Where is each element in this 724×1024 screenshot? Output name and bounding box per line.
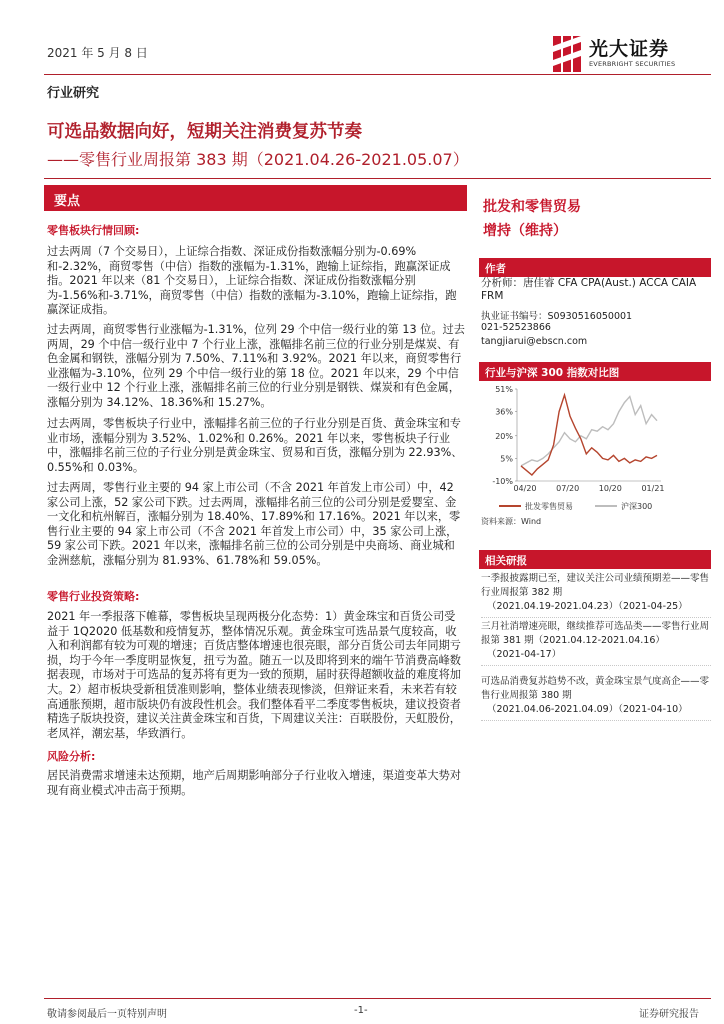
analyst-license: 执业证书编号：S0930516050001 xyxy=(481,311,633,322)
legend-label: 沪深300 xyxy=(621,502,653,511)
company-name: 光大证券 xyxy=(589,38,670,60)
company-logo xyxy=(551,34,711,74)
report-date: 2021 年 5 月 8 日 xyxy=(47,46,148,60)
related-report-3[interactable] xyxy=(481,675,711,717)
page-number: -1- xyxy=(354,1005,368,1016)
related-report-date: （2021.04.06-2021.04.09）（2021-04-10） xyxy=(487,704,688,715)
risk-heading: 风险分析: xyxy=(47,750,96,763)
logo-mark-icon xyxy=(551,34,585,74)
keypoints-label: 要点 xyxy=(54,194,81,209)
y-tick-label: 20% xyxy=(495,431,513,441)
footer-doc-type: 证券研究报告 xyxy=(639,1009,699,1020)
rating-value: 增持（维持） xyxy=(483,223,567,239)
analyst-phone: 021-52523866 xyxy=(481,322,551,333)
related-report-1[interactable] xyxy=(481,572,711,614)
x-tick-label: 04/20 xyxy=(513,484,537,493)
chart-source: 资料来源：Wind xyxy=(481,517,542,526)
legend-label: 批发零售贸易 xyxy=(525,502,573,511)
y-tick-label: 36% xyxy=(495,407,513,417)
strategy-heading: 零售行业投资策略: xyxy=(47,590,140,603)
related-report-title: 三月社消增速亮眼，继续推荐可选品类——零售行业周报第 381 期（2021.04.12-2021.04.16） xyxy=(481,621,710,646)
x-tick-label: 01/21 xyxy=(641,484,665,493)
y-tick-label: 5% xyxy=(500,454,513,464)
chart-section-header xyxy=(479,362,711,381)
related-section-label: 相关研报 xyxy=(485,555,527,567)
related-report-date: （2021-04-17） xyxy=(487,649,562,660)
risk-paragraph: 居民消费需求增速未达预期，地产后周期影响部分子行业收入增速，渠道变革大势对现有商业模式冲击高于预期。 xyxy=(47,769,461,797)
analyst-name: 分析师：唐佳睿 CFA CPA(Aust.) ACCA CAIA FRM xyxy=(481,277,697,302)
rating-sector: 批发和零售贸易 xyxy=(483,199,581,215)
related-report-date: （2021.04.19-2021.04.23）（2021-04-25） xyxy=(487,601,688,612)
x-tick-label: 07/20 xyxy=(556,484,580,493)
index-comparison-chart xyxy=(479,385,711,527)
review-paragraph-1: 过去两周（7 个交易日），上证综合指数、深证成份指数涨幅分别为-0.69%和-2.32%，商贸零售（中信）指数的涨幅为-1.31%，跑输上证综指，跑赢深证成指。2021 年以来（81 个交易日），上证综合指数、深证成份指数涨幅分别为-1.56%和-3.71%，商贸零售（中信）指数的涨幅为-3.10%，跑输上证综指，跑赢深证成指。 xyxy=(47,245,457,317)
report-subtitle: ——零售行业周报第 383 期（2021.04.26-2021.05.07） xyxy=(47,150,469,169)
report-title: 可选品数据向好，短期关注消费复苏节奏 xyxy=(47,122,362,142)
y-tick-label: 51% xyxy=(495,385,513,394)
header-rule xyxy=(44,74,711,75)
y-tick-label: -10% xyxy=(492,477,513,486)
x-axis-ticks xyxy=(513,484,664,493)
footer-disclaimer[interactable]: 敬请参阅最后一页特别声明 xyxy=(47,1009,167,1020)
y-axis-ticks xyxy=(492,385,517,486)
review-paragraph-4: 过去两周，零售行业主要的 94 家上市公司（不含 2021 年首发上市公司）中，42 家公司上涨，52 家公司下跌。过去两周，涨幅排名前三位的公司分别是爱婴室、金一文化和杭州解百，涨幅分别为 18.40%、17.89%和 17.16%。2021 年以来，零售行业主要的 94 家上市公司（不含 2021 年首发上市公司）中，35 家公司上涨，59 家公司下跌。2021 年以来，涨幅排名前三位的公司分别是中央商场、商业城和金洲慈航，涨幅分别为 81.93%、61.78%和 59.05%。 xyxy=(47,481,461,567)
divider xyxy=(481,719,711,721)
company-name-en: EVERBRIGHT SECURITIES xyxy=(589,60,676,68)
related-section-header xyxy=(479,550,711,569)
footer-rule xyxy=(44,998,711,999)
analyst-email[interactable]: tangjiarui@ebscn.com xyxy=(481,336,588,347)
divider xyxy=(481,664,711,666)
author-section-label: 作者 xyxy=(485,263,506,275)
chart-section-label: 行业与沪深 300 指数对比图 xyxy=(485,367,620,379)
x-tick-label: 10/20 xyxy=(598,484,622,493)
related-report-title: 可选品消费复苏趋势不改，黄金珠宝景气度高企——零售行业周报第 380 期 xyxy=(481,676,710,701)
related-report-2[interactable] xyxy=(481,620,711,662)
title-rule xyxy=(44,178,711,179)
review-paragraph-2: 过去两周，商贸零售行业涨幅为-1.31%，位列 29 个中信一级行业的第 13 位。过去两周，29 个中信一级行业中 7 个行业上涨，涨幅排名前三位的行业分别是煤炭、有色金属和钢铁，涨幅分别为 7.50%、7.11%和 3.92%。2021 年以来，商贸零售行业涨幅为-3.10%，位列 29 个中信一级行业的第 18 位。2021 年以来，29 个中信一级行业中 12 个行业上涨，涨幅排名前三位的行业分别是钢铁、煤炭和有色金属，涨幅分别为 34.12%、18.36%和 15.27%。 xyxy=(47,323,465,409)
author-section-header xyxy=(479,258,711,277)
series-line xyxy=(521,397,657,466)
review-heading: 零售板块行情回顾: xyxy=(47,224,140,237)
divider xyxy=(481,616,711,618)
review-paragraph-3: 过去两周，零售板块子行业中，涨幅排名前三位的子行业分别是百货、黄金珠宝和专业市场，涨幅分别为 3.52%、1.02%和 0.26%。2021 年以来，零售板块子行业中，涨幅排名前三位的子行业分别是黄金珠宝、贸易和百货，涨幅分别为 22.93%、0.55%和 0.03%。 xyxy=(47,417,463,474)
strategy-paragraph: 2021 年一季报落下帷幕，零售板块呈现两极分化态势：1）黄金珠宝和百货公司受益于 1Q2020 低基数和疫情复苏，整体情况乐观。黄金珠宝可选品景气度较高，收入和利润都有较为可观的增速；百货店整体增速也很亮眼，部分百货公司去年同期亏损，均于今年一季度明显恢复，扭亏为盈。随五一以及即将到来的端午节消费高峰数据表现，市场对于可选品的复苏将有更为一致的预期，届时获得超额收益的难度将加大。2）超市板块受新租赁准则影响，整体业绩表现惨淡，但辩证来看，未来若有较高通胀预期，超市版块仍有波段性机会。我们整体看平二季度零售板块，建议投资者精选子版块投资，建议关注黄金珠宝和百货，下周建议关注：百联股份，天虹股份，老凤祥，潮宏基，华致酒行。 xyxy=(47,610,461,740)
keypoints-header xyxy=(44,185,467,211)
report-category: 行业研究 xyxy=(47,86,100,101)
related-report-title: 一季报披露期已至，建议关注公司业绩预期差——零售行业周报第 382 期 xyxy=(481,573,710,598)
